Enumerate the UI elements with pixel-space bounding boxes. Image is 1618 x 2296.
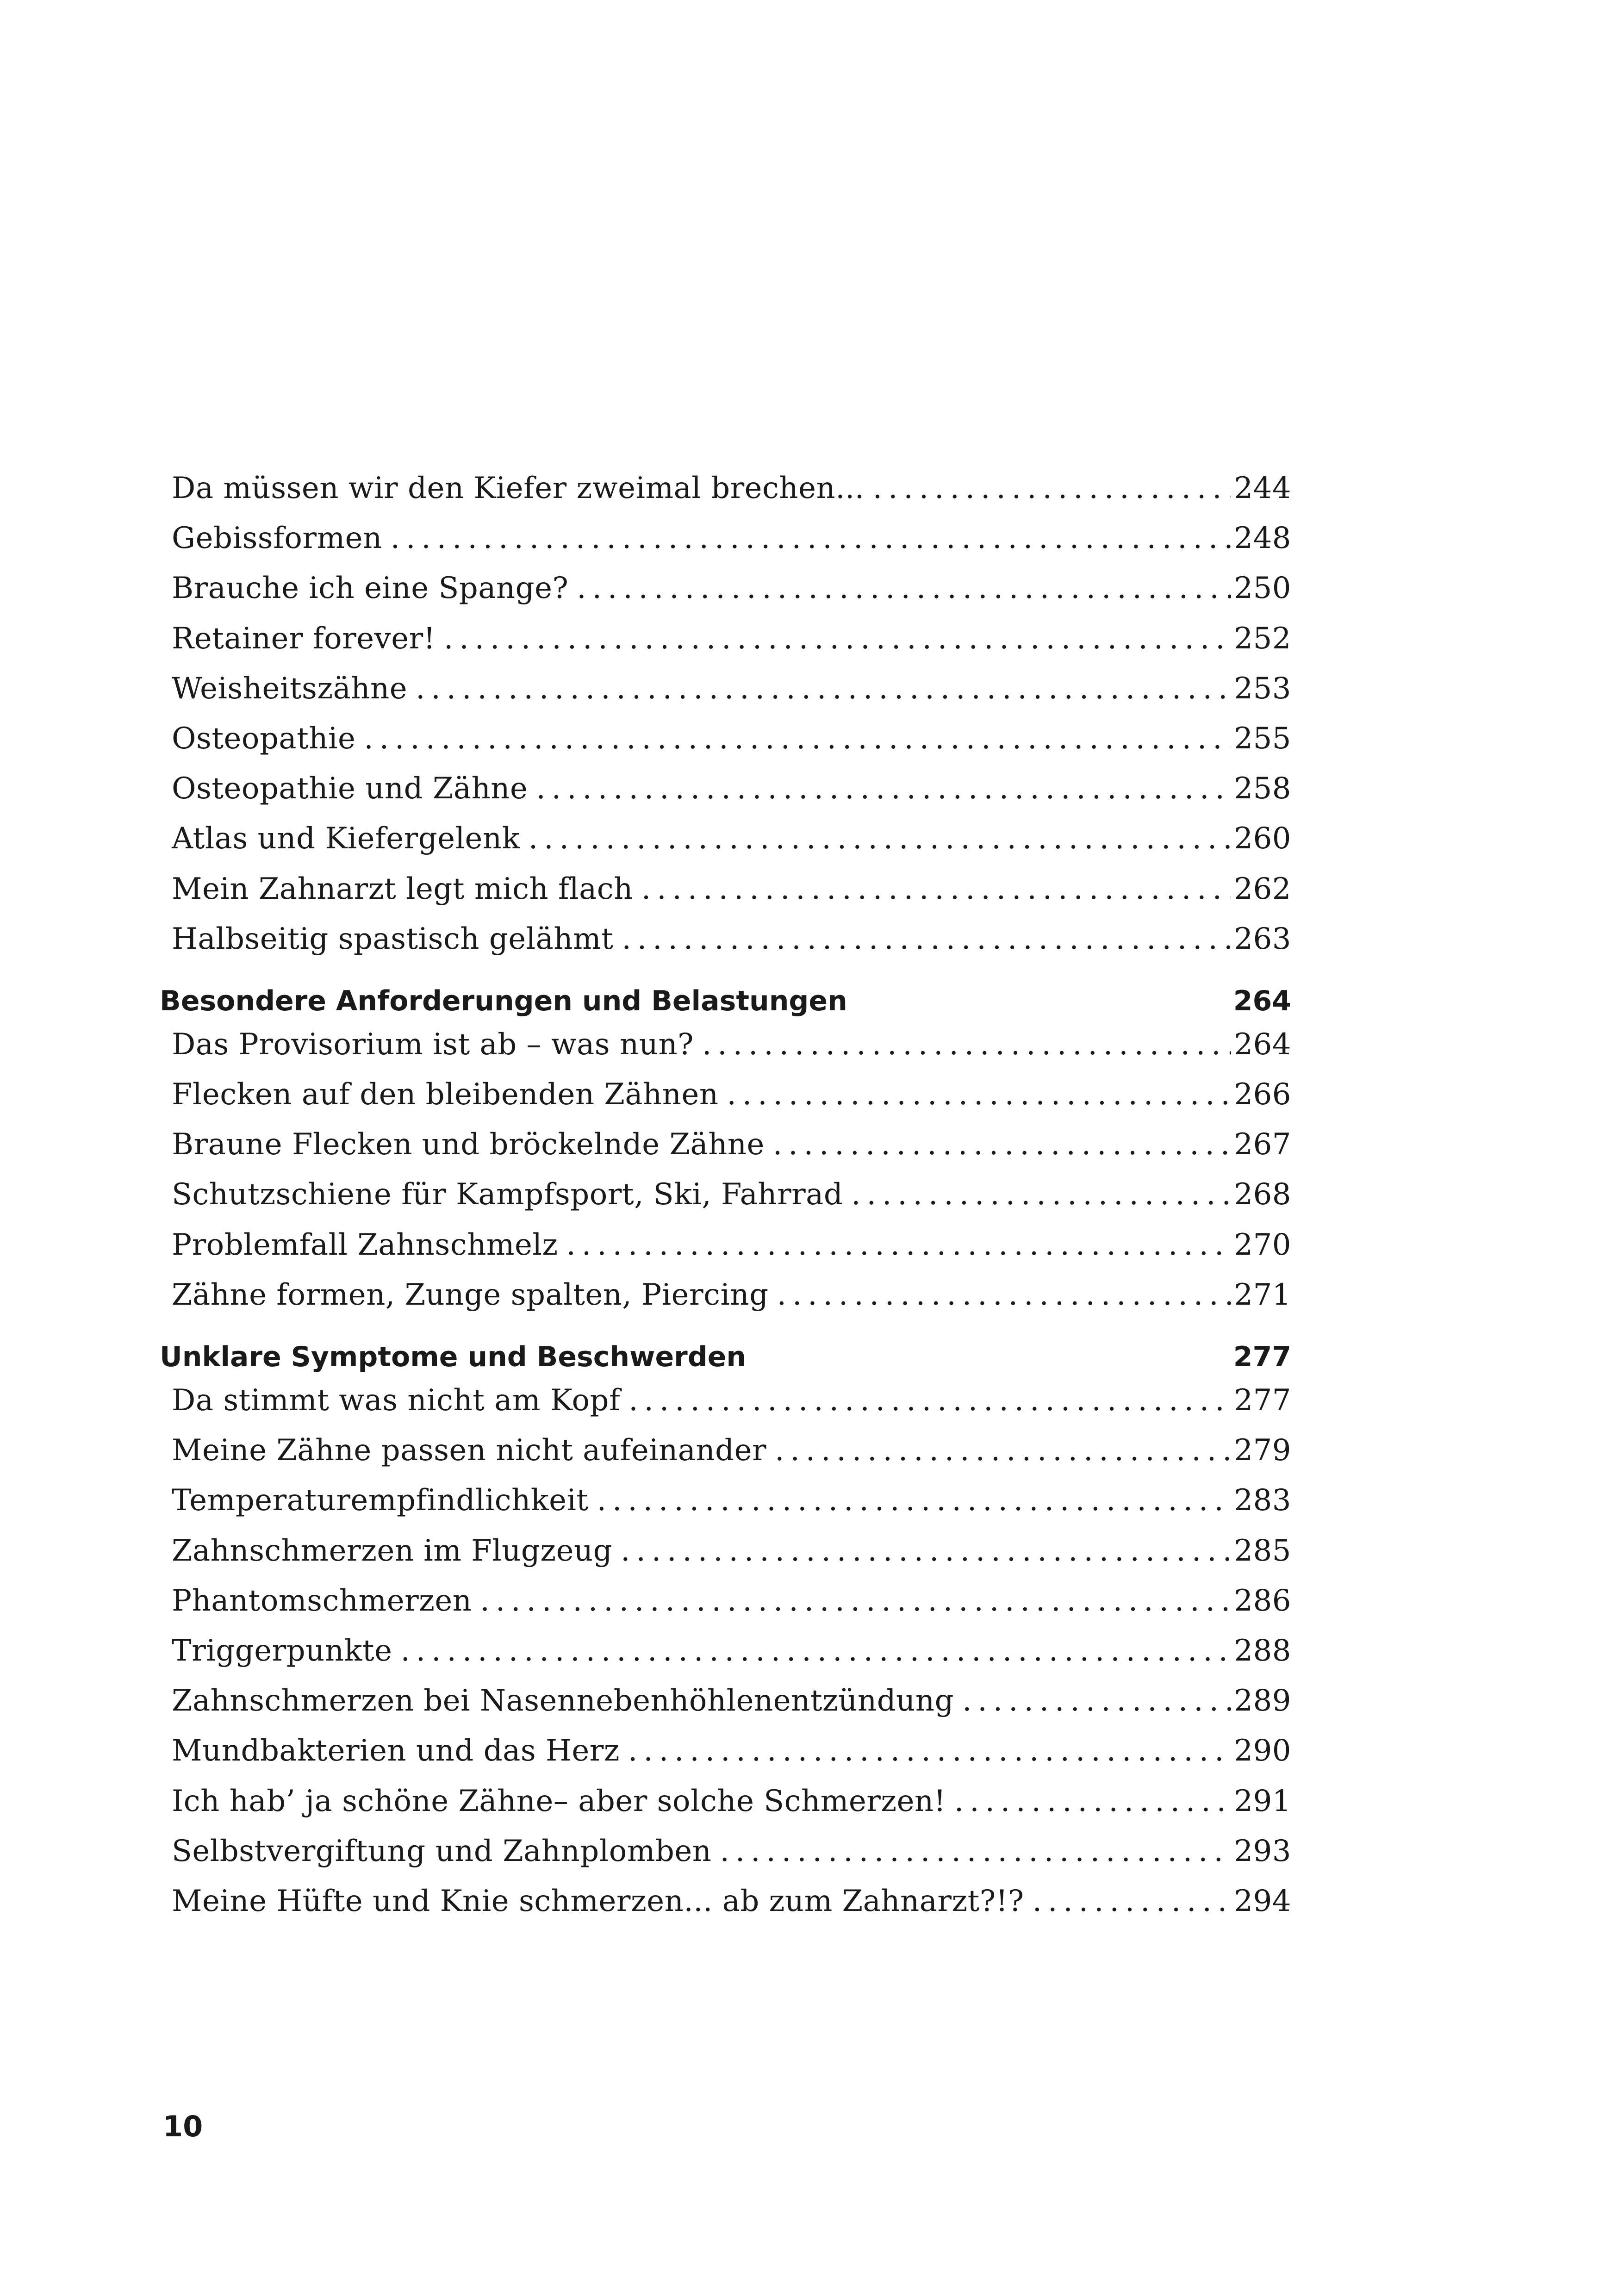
toc-entry-title: Selbstvergiftung und Zahnplomben [172,1834,712,1868]
dot-leader [480,1584,1231,1618]
dot-leader [851,1177,1231,1212]
toc-section-page: 264 [1233,984,1291,1017]
toc-entry [160,622,1291,672]
toc-section-heading [160,972,1291,1027]
toc-entry-title: Retainer forever! [172,621,436,656]
toc-entry-page: 291 [1234,1784,1291,1818]
toc-entry [160,521,1291,571]
toc-entry [160,872,1291,922]
toc-entry-page: 285 [1234,1533,1291,1568]
toc-entry-page: 248 [1234,521,1291,556]
toc-entry-title: Braune Flecken und bröckelnde Zähne [172,1127,765,1162]
toc-entry-title: Mundbakterien und das Herz [172,1734,620,1768]
toc-entry [160,1634,1291,1684]
toc-entry [160,1884,1291,1934]
toc-entry-title: Atlas und Kiefergelenk [172,821,520,856]
dot-leader [773,1127,1231,1162]
toc-entry-page: 244 [1234,471,1291,505]
dot-leader [400,1634,1231,1668]
toc-entry-title: Ich hab’ ja schöne Zähne– aber solche Schmerzen! [172,1784,946,1818]
toc-entry-page: 283 [1234,1483,1291,1518]
toc-entry-page: 293 [1234,1834,1291,1868]
dot-leader [416,672,1231,706]
toc-entry [160,1684,1291,1734]
dot-leader [1033,1884,1232,1918]
toc-entry-page: 250 [1234,571,1291,606]
toc-entry [160,1383,1291,1433]
dot-leader [727,1077,1232,1112]
toc-entry-page: 262 [1234,871,1291,906]
toc-entry-page: 258 [1234,772,1291,806]
toc-entry-title: Meine Zähne passen nicht aufeinander [172,1433,767,1468]
toc-entry-page: 290 [1234,1734,1291,1768]
dot-leader [702,1027,1231,1062]
toc-entry-title: Problemfall Zahnschmelz [172,1227,558,1262]
toc-entry [160,1734,1291,1784]
toc-entry [160,821,1291,871]
toc-entry-title: Da stimmt was nicht am Kopf [172,1383,621,1418]
toc-section-page: 277 [1233,1341,1291,1373]
toc-section-heading [160,1328,1291,1383]
toc-entry-page: 270 [1234,1227,1291,1262]
toc-entry-title: Triggerpunkte [172,1633,392,1668]
dot-leader [775,1433,1231,1468]
toc-entry-page: 289 [1234,1684,1291,1718]
toc-entry [160,1834,1291,1884]
toc-entry [160,571,1291,621]
dot-leader [622,922,1231,956]
toc-entry-title: Phantomschmerzen [172,1583,472,1618]
toc-entry-page: 271 [1234,1277,1291,1312]
toc-entry-title: Das Provisorium ist ab – was nun? [172,1027,694,1062]
dot-leader [364,722,1231,756]
toc-entry [160,672,1291,722]
dot-leader [536,772,1231,806]
dot-leader [621,1534,1231,1568]
toc-entry-page: 264 [1234,1027,1291,1062]
toc-entry [160,1483,1291,1533]
toc-entry [160,1784,1291,1834]
toc-entry-title: Flecken auf den bleibenden Zähnen [172,1077,719,1112]
dot-leader [566,1228,1232,1262]
dot-leader [628,1734,1231,1768]
dot-leader [597,1483,1232,1518]
toc-entry [160,722,1291,772]
toc-entry [160,1433,1291,1483]
toc-entry-title: Weisheitszähne [172,671,408,706]
toc-entry [160,1177,1291,1227]
toc-entry-page: 263 [1234,921,1291,956]
toc-entry [160,1584,1291,1634]
toc-entry-page: 286 [1234,1583,1291,1618]
toc-entry-title: Zahnschmerzen im Flugzeug [172,1533,613,1568]
toc-entry [160,1278,1291,1328]
table-of-contents [160,471,1291,1934]
dot-leader [444,622,1231,656]
toc-entry [160,1127,1291,1177]
toc-entry-title: Brauche ich eine Spange? [172,571,569,606]
toc-entry-title: Zahnschmerzen bei Nasennebenhöhlenentzündung [172,1684,954,1718]
toc-entry-page: 260 [1234,821,1291,856]
toc-entry-title: Osteopathie [172,721,356,756]
toc-entry-page: 253 [1234,671,1291,706]
toc-entry [160,772,1291,821]
toc-entry-page: 268 [1234,1177,1291,1212]
dot-leader [954,1784,1231,1818]
toc-entry [160,471,1291,521]
toc-entry-page: 288 [1234,1633,1291,1668]
toc-entry-page: 266 [1234,1077,1291,1112]
toc-entry-page: 279 [1234,1433,1291,1468]
toc-entry-page: 255 [1234,721,1291,756]
dot-leader [720,1834,1231,1868]
dot-leader [391,521,1232,555]
toc-entry-title: Schutzschiene für Kampfsport, Ski, Fahrrad [172,1177,843,1212]
toc-entry [160,922,1291,972]
dot-leader [529,821,1231,856]
toc-entry-title: Temperaturempfindlichkeit [172,1483,589,1518]
toc-section-title: Unklare Symptome und Beschwerden [160,1341,747,1373]
toc-entry-title: Meine Hüfte und Knie schmerzen... ab zum Zahnarzt?!? [172,1884,1024,1918]
dot-leader [777,1278,1232,1312]
toc-entry-title: Halbseitig spastisch gelähmt [172,921,614,956]
toc-entry-title: Osteopathie und Zähne [172,772,528,806]
dot-leader [577,571,1231,605]
toc-entry [160,1077,1291,1127]
toc-entry-title: Mein Zahnarzt legt mich flach [172,871,633,906]
toc-entry-title: Zähne formen, Zunge spalten, Piercing [172,1277,769,1312]
toc-entry-page: 267 [1234,1127,1291,1162]
toc-entry-title: Gebissformen [172,521,382,556]
toc-entry-page: 294 [1234,1884,1291,1918]
toc-entry-title: Da müssen wir den Kiefer zweimal brechen... [172,471,865,505]
toc-section-title: Besondere Anforderungen und Belastungen [160,984,847,1017]
dot-leader [962,1684,1231,1718]
dot-leader [873,471,1232,505]
toc-entry [160,1027,1291,1077]
page-number: 10 [163,2109,203,2143]
dot-leader [641,872,1232,906]
toc-entry [160,1228,1291,1278]
toc-entry-page: 277 [1234,1383,1291,1418]
dot-leader [629,1383,1231,1418]
toc-entry-page: 252 [1234,621,1291,656]
toc-entry [160,1534,1291,1584]
